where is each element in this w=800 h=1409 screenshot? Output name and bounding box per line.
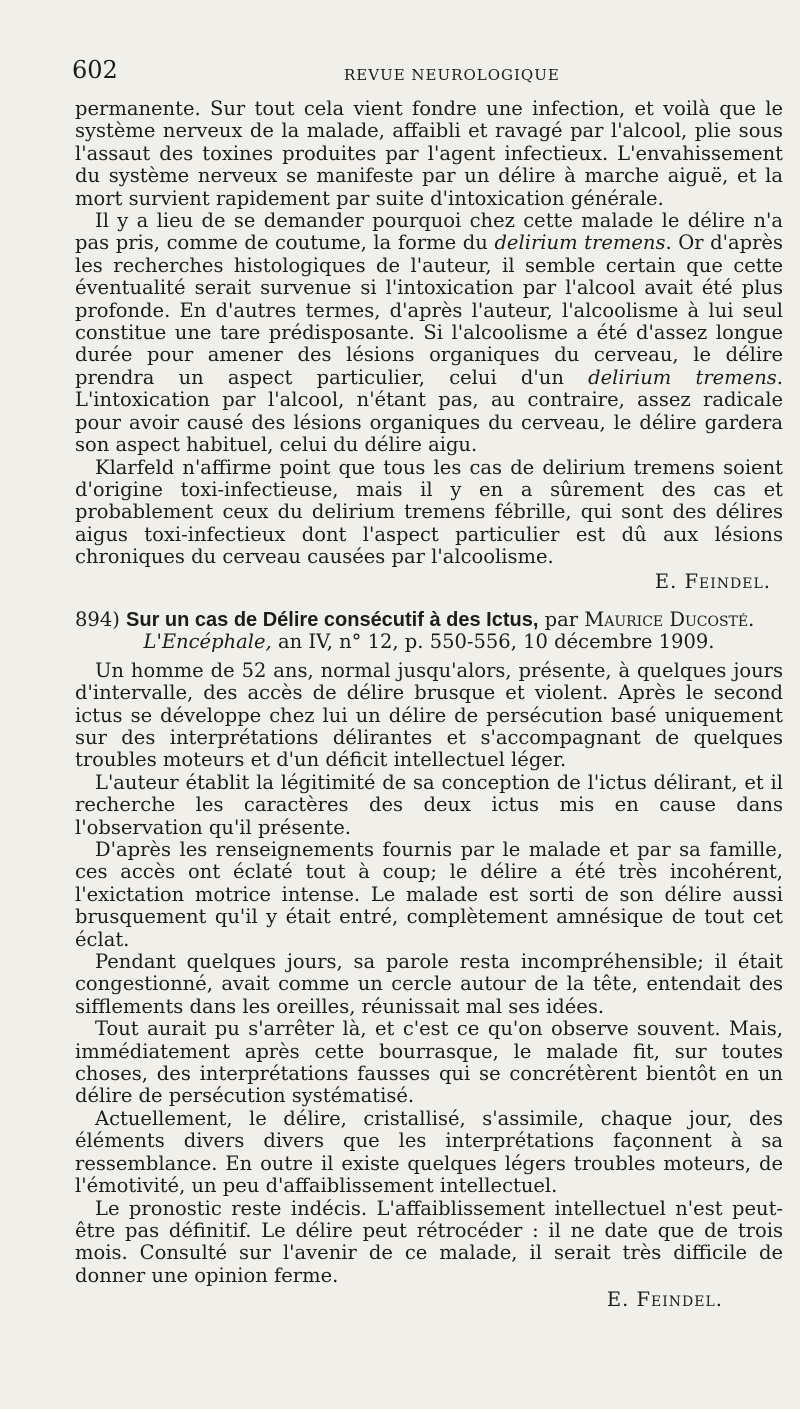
running-title: REVUE NEUROLOGIQUE [344, 66, 560, 84]
page-number: 602 [72, 56, 118, 84]
paragraph: Il y a lieu de se demander pourquoi chez cette malade le délire n'a pas pris, comme de coutume, la forme du delirium tremens. Or d'après les recherches histologiques de l'auteur, il semble certain que cette éventualité serait survenue si l'intoxication par l'alcool avait été plus profonde. En d'autres termes, d'après l'auteur, l'alcoolisme à lui seul constitue une tare prédisposante. Si l'alcoolisme a été d'assez longue durée pour amener des lésions organiques du cerveau, le délire prendra un aspect particulier, celui d'un delirium tremens. L'intoxication par l'alcool, n'étant pas, au contraire, assez radicale pour avoir causé des lésions organiques du cerveau, le délire gardera son aspect habituel, celui du délire aigu. [75, 209, 783, 457]
signature: E. Feindel. [606, 1288, 723, 1312]
article-heading [75, 609, 783, 654]
signature: E. Feindel. [654, 569, 771, 593]
paragraph: Actuellement, le délire, cristallisé, s'assimile, chaque jour, des éléments divers divers que les interprétations façonnent à sa ressemblance. En outre il existe quelques légers troubles moteurs, de l'émotivité, un peu d'affaiblissement intellectuel. [75, 1106, 783, 1198]
paragraph: Tout aurait pu s'arrêter là, et c'est ce qu'on observe souvent. Mais, immédiatement après cette bourrasque, le malade fit, sur toutes choses, des interprétations fausses qui se concrétèrent bientôt en un délire de persécution systématisé. [75, 1017, 783, 1108]
article-author: Maurice Ducosté. [584, 607, 755, 631]
article-source: L'Encéphale, an IV, n° 12, p. 550-556, 10 décembre 1909. [143, 630, 715, 654]
page-body [75, 98, 783, 1312]
paragraph: permanente. Sur tout cela vient fondre une infection, et voilà que le système nerveux de la malade, affaibli et ravagé par l'alcool, plie sous l'assaut des toxines produites par l'agent infectieux. L'envahissement du système nerveux se manifeste par un délire à marche aiguë, et la mort survient rapidement par suite d'intoxication générale. [75, 97, 783, 210]
paragraph: L'auteur établit la légitimité de sa conception de l'ictus délirant, et il recherche les caractères des deux ictus mis en cause dans l'observation qu'il présente. [75, 770, 783, 839]
article-by: par [544, 607, 579, 631]
paragraph: Klarfeld n'affirme point que tous les cas de delirium tremens soient d'origine toxi-infectieuse, mais il y en a sûrement des cas et probablement ceux du delirium tremens fébrille, qui sont des délires aigus toxi-infectieux dont l'aspect particulier est dû aux lésions chroniques du cerveau causées par l'alcoolisme. [75, 455, 783, 569]
article-number: 894) [75, 607, 120, 631]
paragraph: D'après les renseignements fournis par le malade et par sa famille, ces accès ont éclaté tout à coup; le délire a été très incohérent, l'exictation motrice intense. Le malade est sorti de son délire aussi brusquement qu'il y était entré, complètement amnésique de tout cet éclat. [75, 838, 783, 951]
article-title: Sur un cas de Délire consécutif à des Ictus, [126, 608, 539, 631]
paragraph: Un homme de 52 ans, normal jusqu'alors, présente, à quelques jours d'intervalle, des accès de délire brusque et violent. Après le second ictus se développe chez lui un délire de persécution basé uniquement sur des interprétations délirantes et s'accompagnant de quelques troubles moteurs et d'un déficit intellectuel léger. [75, 658, 783, 772]
page-header [72, 56, 760, 86]
paragraph: Pendant quelques jours, sa parole resta incompréhensible; il était congestionné, avait comme un cercle autour de la tête, entendait des sifflements dans les oreilles, réunissait mal ses idées. [75, 950, 783, 1018]
journal-name: L'Encéphale, [143, 630, 272, 654]
paragraph: Le pronostic reste indécis. L'affaiblissement intellectuel n'est peut-être pas définitif. Le délire peut rétrocéder : il ne date que de trois mois. Consulté sur l'avenir de ce malade, il serait très difficile de donner une opinion ferme. [75, 1196, 783, 1287]
